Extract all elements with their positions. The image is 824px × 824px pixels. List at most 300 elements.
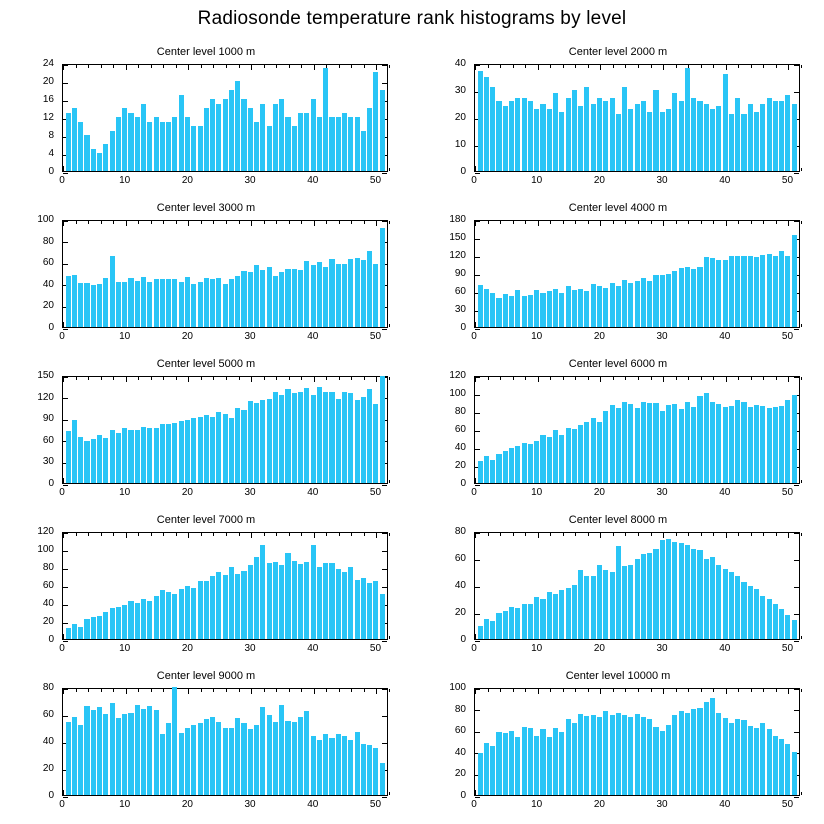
bar xyxy=(697,267,702,327)
bar xyxy=(273,276,278,327)
bar xyxy=(748,407,753,483)
bar xyxy=(647,112,652,171)
bar xyxy=(553,728,558,795)
bar xyxy=(773,736,778,795)
bar xyxy=(553,594,558,639)
y-axis xyxy=(0,526,58,645)
bar xyxy=(597,422,602,483)
bar xyxy=(641,717,646,795)
bar xyxy=(710,698,715,795)
bar xyxy=(578,714,583,795)
bar xyxy=(534,441,539,483)
bar xyxy=(496,101,501,171)
bar xyxy=(292,561,297,639)
bar xyxy=(285,553,290,639)
bar xyxy=(204,278,209,327)
bar xyxy=(298,392,303,483)
bar xyxy=(367,389,372,483)
bar xyxy=(767,408,772,483)
x-axis xyxy=(471,174,800,190)
bar xyxy=(116,433,121,483)
bar xyxy=(380,594,385,639)
bar xyxy=(323,392,328,483)
bar xyxy=(754,405,759,483)
bar xyxy=(254,122,259,172)
bar xyxy=(534,597,539,639)
bar xyxy=(666,725,671,795)
bar xyxy=(84,135,89,171)
bar xyxy=(760,255,765,327)
bar xyxy=(241,723,246,795)
y-axis xyxy=(412,370,470,489)
bar xyxy=(540,729,545,795)
y-tick-label: 100 xyxy=(449,388,466,399)
bar xyxy=(172,687,177,795)
bar xyxy=(166,279,171,327)
y-tick-label: 60 xyxy=(454,553,466,564)
bar xyxy=(767,599,772,640)
plot-area xyxy=(62,532,388,640)
bar xyxy=(610,98,615,171)
bar xyxy=(179,95,184,172)
bar xyxy=(223,99,228,171)
bar xyxy=(329,392,334,483)
bar xyxy=(767,98,772,171)
y-tick-label: 40 xyxy=(42,736,54,747)
y-tick-label: 80 xyxy=(454,526,466,537)
bar xyxy=(691,407,696,484)
bar xyxy=(697,101,702,171)
x-axis xyxy=(59,174,388,190)
panel-title: Center level 3000 m xyxy=(156,202,256,214)
bar xyxy=(110,608,115,639)
bar xyxy=(160,590,165,639)
bar xyxy=(628,283,633,327)
bar xyxy=(336,117,341,171)
x-tick-label: 0 xyxy=(59,643,65,654)
bar xyxy=(84,706,89,795)
x-tick-minor xyxy=(389,168,390,171)
panel-title: Center level 6000 m xyxy=(568,358,668,370)
bar xyxy=(547,592,552,639)
bar xyxy=(198,417,203,483)
bar xyxy=(522,98,527,171)
bar xyxy=(254,557,259,639)
bar xyxy=(329,259,334,327)
bar xyxy=(553,93,558,171)
panel-title: Center level 9000 m xyxy=(156,670,256,682)
bar xyxy=(72,717,77,795)
y-tick-label: 60 xyxy=(42,434,54,446)
bar xyxy=(210,576,215,639)
bar xyxy=(267,267,272,327)
bar xyxy=(279,705,284,795)
bar xyxy=(84,619,89,639)
x-tick-label: 50 xyxy=(781,331,794,342)
bar xyxy=(779,251,784,327)
bar xyxy=(285,389,290,483)
y-tick-label: 8 xyxy=(48,130,54,141)
bar xyxy=(704,559,709,639)
bar xyxy=(503,451,508,483)
bar xyxy=(185,586,190,639)
x-tick-label: 30 xyxy=(656,331,668,342)
bar xyxy=(522,443,527,484)
bar xyxy=(635,714,640,795)
bar xyxy=(367,108,372,171)
y-tick-label: 60 xyxy=(42,709,54,720)
bar xyxy=(729,572,734,640)
y-tick-label: 120 xyxy=(37,391,54,403)
x-tick-minor xyxy=(389,221,390,224)
bar xyxy=(528,728,533,795)
bar xyxy=(191,588,196,639)
bar xyxy=(785,256,790,327)
x-tick-minor xyxy=(389,377,390,380)
bar xyxy=(329,117,334,171)
bar xyxy=(773,604,778,639)
bar xyxy=(160,424,165,483)
bar xyxy=(685,68,690,171)
bar xyxy=(91,285,96,327)
x-tick-minor xyxy=(389,533,390,536)
bar xyxy=(273,104,278,172)
bar xyxy=(635,559,640,639)
bar xyxy=(248,401,253,483)
bar xyxy=(135,705,140,795)
bar xyxy=(166,723,171,795)
bar xyxy=(311,736,316,795)
bar xyxy=(685,545,690,640)
bar xyxy=(229,567,234,639)
bar xyxy=(515,608,520,639)
bar xyxy=(373,581,378,640)
bar xyxy=(559,435,564,483)
x-tick-label: 50 xyxy=(781,799,794,810)
bar xyxy=(103,714,108,795)
panel-title: Center level 1000 m xyxy=(156,46,256,58)
y-tick-label: 120 xyxy=(449,370,466,381)
bar xyxy=(484,619,489,639)
bar xyxy=(260,104,265,172)
bar xyxy=(380,228,385,327)
bar xyxy=(298,717,303,795)
bar-series xyxy=(475,221,799,327)
bar xyxy=(317,387,322,483)
bar xyxy=(260,270,265,327)
y-tick-label: 0 xyxy=(460,634,466,645)
bar xyxy=(566,428,571,483)
bar xyxy=(704,104,709,172)
bar xyxy=(603,411,608,483)
y-tick-label: 80 xyxy=(454,703,466,715)
bar xyxy=(610,405,615,483)
bar xyxy=(785,744,790,795)
bar xyxy=(336,569,341,639)
bar xyxy=(478,71,483,171)
bar xyxy=(729,114,734,171)
bar xyxy=(559,293,564,327)
bar xyxy=(235,574,240,639)
bar xyxy=(336,734,341,795)
y-tick-label: 30 xyxy=(42,456,54,468)
bar xyxy=(110,430,115,483)
y-tick-label: 0 xyxy=(48,478,54,489)
bar xyxy=(304,113,309,172)
x-tick-label: 40 xyxy=(307,175,319,186)
y-tick-label: 60 xyxy=(42,257,54,269)
x-tick-label: 10 xyxy=(119,175,131,186)
y-tick-label: 40 xyxy=(454,58,466,69)
bar xyxy=(622,566,627,639)
bar xyxy=(547,291,552,327)
bar xyxy=(147,706,152,795)
y-tick-label: 40 xyxy=(454,442,466,453)
y-tick-label: 100 xyxy=(37,214,54,225)
bar xyxy=(380,90,385,171)
x-tick-label: 50 xyxy=(369,331,382,342)
x-tick-minor xyxy=(801,533,802,536)
bar xyxy=(128,113,133,172)
bar-series xyxy=(63,533,387,639)
bar xyxy=(342,113,347,172)
bar-series xyxy=(475,689,799,795)
bar xyxy=(641,402,646,483)
bar xyxy=(767,254,772,327)
bar xyxy=(367,745,372,795)
bar xyxy=(116,607,121,639)
bar xyxy=(515,446,520,483)
bar xyxy=(66,113,71,172)
bar xyxy=(760,596,765,639)
x-tick-minor xyxy=(801,689,802,692)
bar xyxy=(279,99,284,171)
bar xyxy=(172,594,177,639)
y-tick-label: 20 xyxy=(454,607,466,618)
y-tick-label: 0 xyxy=(48,166,54,177)
bar xyxy=(342,264,347,327)
bar xyxy=(484,743,489,795)
y-tick-label: 30 xyxy=(454,304,466,315)
bar xyxy=(503,294,508,327)
bar xyxy=(122,282,127,327)
bar xyxy=(273,392,278,483)
bar xyxy=(760,723,765,795)
bar xyxy=(679,543,684,639)
x-tick-label: 20 xyxy=(593,175,605,186)
x-tick-label: 40 xyxy=(307,487,319,498)
bar xyxy=(591,576,596,639)
bar xyxy=(540,104,545,172)
bar xyxy=(198,282,203,327)
bar xyxy=(78,725,83,795)
bar xyxy=(748,726,753,795)
y-axis xyxy=(0,214,58,333)
panel-title: Center level 7000 m xyxy=(156,514,256,526)
bar xyxy=(78,437,83,483)
bar xyxy=(97,616,102,639)
x-tick-label: 0 xyxy=(471,331,477,342)
bar xyxy=(229,90,234,171)
bar xyxy=(735,576,740,639)
bar xyxy=(210,99,215,171)
bar xyxy=(515,737,520,795)
bar xyxy=(273,562,278,639)
bar xyxy=(496,732,501,795)
bar xyxy=(490,746,495,795)
bar xyxy=(166,592,171,639)
y-axis xyxy=(412,214,470,333)
bar xyxy=(317,262,322,327)
x-tick-label: 30 xyxy=(244,799,256,810)
bar xyxy=(685,713,690,795)
bar xyxy=(128,713,133,795)
bar xyxy=(179,282,184,327)
x-axis xyxy=(59,486,388,502)
bar xyxy=(741,582,746,639)
bar xyxy=(147,428,152,483)
bar xyxy=(616,114,621,171)
bar xyxy=(660,275,665,327)
bar xyxy=(697,550,702,639)
chart-panel xyxy=(0,196,412,352)
bar xyxy=(584,576,589,639)
bar xyxy=(785,615,790,639)
x-tick-label: 30 xyxy=(656,643,668,654)
bar xyxy=(216,722,221,795)
bar xyxy=(110,131,115,172)
plot-area xyxy=(62,220,388,328)
bar xyxy=(628,109,633,171)
y-tick-label: 20 xyxy=(454,112,466,123)
bar xyxy=(534,290,539,327)
bar xyxy=(198,581,203,639)
bar xyxy=(603,570,608,639)
bar xyxy=(584,422,589,483)
bar xyxy=(509,607,514,639)
bar xyxy=(97,435,102,483)
bar xyxy=(147,282,152,327)
bar xyxy=(710,557,715,639)
x-tick-label: 10 xyxy=(531,331,543,342)
bar xyxy=(304,388,309,483)
x-tick-label: 40 xyxy=(307,643,319,654)
x-tick-label: 20 xyxy=(593,643,605,654)
bar xyxy=(361,131,366,172)
bar xyxy=(223,414,228,483)
bar xyxy=(792,620,797,639)
plot-area xyxy=(62,376,388,484)
bar xyxy=(66,628,71,639)
x-tick-label: 0 xyxy=(471,175,477,186)
bar xyxy=(704,257,709,327)
bar xyxy=(710,109,715,171)
bar xyxy=(185,420,190,483)
bar xyxy=(91,439,96,483)
bar xyxy=(653,727,658,795)
bar xyxy=(204,415,209,483)
bar xyxy=(691,549,696,639)
x-tick-minor xyxy=(389,324,390,327)
bar xyxy=(578,570,583,639)
bar xyxy=(342,572,347,639)
x-tick-label: 30 xyxy=(656,175,668,186)
x-tick-label: 10 xyxy=(119,331,131,342)
y-axis xyxy=(0,682,58,801)
bar xyxy=(373,404,378,483)
bar xyxy=(779,739,784,795)
bar xyxy=(597,286,602,327)
bar xyxy=(741,256,746,327)
bar xyxy=(210,717,215,795)
bar xyxy=(572,723,577,795)
y-tick-label: 40 xyxy=(454,580,466,591)
bar xyxy=(754,257,759,327)
bar xyxy=(72,275,77,327)
x-axis xyxy=(471,798,800,814)
bar xyxy=(191,725,196,795)
chart-panel xyxy=(412,196,824,352)
bar xyxy=(97,707,102,795)
bar xyxy=(248,108,253,171)
bar xyxy=(566,286,571,327)
bar xyxy=(641,101,646,171)
bar-series xyxy=(63,65,387,171)
y-tick-label: 0 xyxy=(48,322,54,333)
bar xyxy=(348,117,353,171)
bar xyxy=(522,296,527,327)
x-tick-label: 0 xyxy=(59,487,65,498)
bar xyxy=(298,270,303,327)
x-tick-minor xyxy=(801,168,802,171)
bar xyxy=(166,122,171,172)
bar xyxy=(160,734,165,795)
y-tick-label: 120 xyxy=(37,526,54,537)
bar xyxy=(304,562,309,639)
bar xyxy=(792,235,797,327)
bar xyxy=(141,277,146,327)
bar xyxy=(779,609,784,639)
bar xyxy=(716,565,721,639)
bar xyxy=(528,604,533,639)
bar xyxy=(729,406,734,483)
bar xyxy=(122,428,127,483)
bar xyxy=(653,549,658,639)
bar xyxy=(241,410,246,483)
bar xyxy=(292,269,297,327)
y-tick-label: 100 xyxy=(449,682,466,693)
bar xyxy=(154,117,159,171)
bar xyxy=(323,734,328,795)
plot-area xyxy=(474,688,800,796)
bar xyxy=(729,723,734,795)
bar xyxy=(672,715,677,795)
y-tick-label: 80 xyxy=(454,406,466,417)
bar xyxy=(566,98,571,171)
bar xyxy=(267,715,272,795)
x-tick-label: 30 xyxy=(244,175,256,186)
bar xyxy=(185,117,190,171)
bar xyxy=(128,278,133,327)
bar xyxy=(229,418,234,483)
bar xyxy=(141,104,146,172)
bar xyxy=(540,599,545,640)
bar xyxy=(547,437,552,483)
bar xyxy=(355,258,360,327)
x-tick-minor xyxy=(801,636,802,639)
bar xyxy=(679,101,684,171)
bar xyxy=(591,418,596,483)
